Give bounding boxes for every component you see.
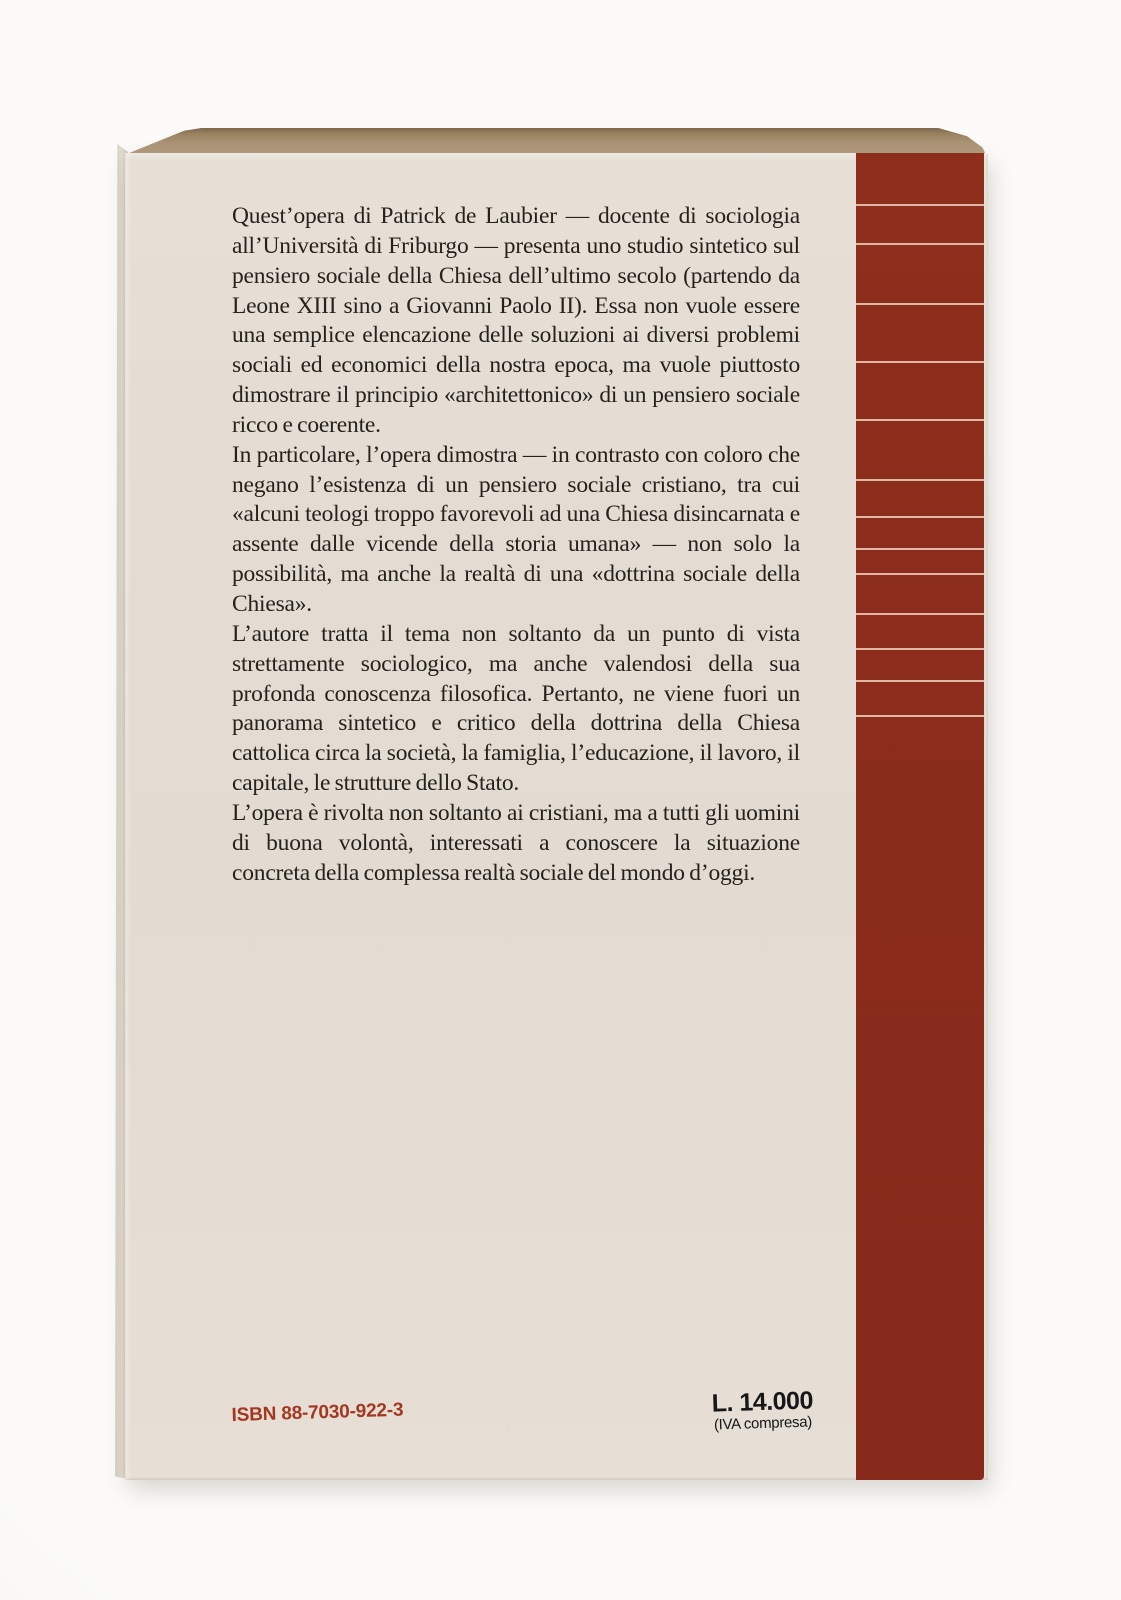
red-spine-stripe [856, 153, 984, 1480]
stripe-line [856, 548, 984, 550]
back-cover-blurb [232, 202, 800, 888]
price-vat-note: (IVA compresa) [713, 1413, 813, 1434]
stripe-line [856, 680, 984, 682]
stripe-line [856, 573, 984, 575]
blurb-paragraph: L’opera è rivolta non soltanto ai cristiani, ma a tutti gli uomini di buona volontà, interessati a conoscere la situazione concreta della complessa realtà sociale del mondo d’oggi. [232, 799, 800, 886]
stripe-line [856, 419, 984, 421]
blurb-paragraph: In particolare, l’opera dimostra — in contrasto con coloro che negano l’esistenza di un pensiero sociale cristiano, tra cui «alcuni teologi troppo favorevoli ad una Chiesa disincarnata e assente dalle vicende della storia umana» — non solo la possibilità, ma anche la realtà di una «dottrina sociale della Chiesa». [232, 441, 800, 617]
stripe-line [856, 648, 984, 650]
stripe-line [856, 613, 984, 615]
isbn-label: ISBN 88-7030-922-3 [231, 1399, 404, 1427]
stripe-line [856, 243, 984, 245]
book-back-cover [115, 128, 988, 1480]
stripe-line [856, 204, 984, 206]
book-page-top-edge [119, 128, 986, 155]
cover-face [125, 153, 988, 1480]
stripe-line [856, 516, 984, 518]
blurb-paragraph: Quest’opera di Patrick de Laubier — docente di sociologia all’Università di Friburgo — presenta uno studio sintetico sul pensiero sociale della Chiesa dell’ultimo secolo (partendo da Leone XIII sino a Giovanni Paolo II). Essa non vuole essere una semplice elencazione delle soluzioni ai diversi problemi sociali ed economici della nostra epoca, ma vuole piuttosto dimostrare il principio «architettonico» di un pensiero sociale ricco e coerente. [232, 203, 800, 438]
stripe-line [856, 303, 984, 305]
stripe-line [856, 715, 984, 717]
blurb-paragraph: L’autore tratta il tema non soltanto da un punto di vista strettamente sociologico, ma anche valendosi della sua profonda conoscenza filosofica. Pertanto, ne viene fuori un panorama sintetico e critico della dottrina della Chiesa cattolica circa la società, la famiglia, l’educazione, il lavoro, il capitale, le strutture dello Stato. [232, 620, 800, 797]
stripe-line [856, 361, 984, 363]
stripe-line [856, 479, 984, 481]
price-block [711, 1387, 813, 1433]
price-value: L. 14.000 [711, 1386, 814, 1418]
